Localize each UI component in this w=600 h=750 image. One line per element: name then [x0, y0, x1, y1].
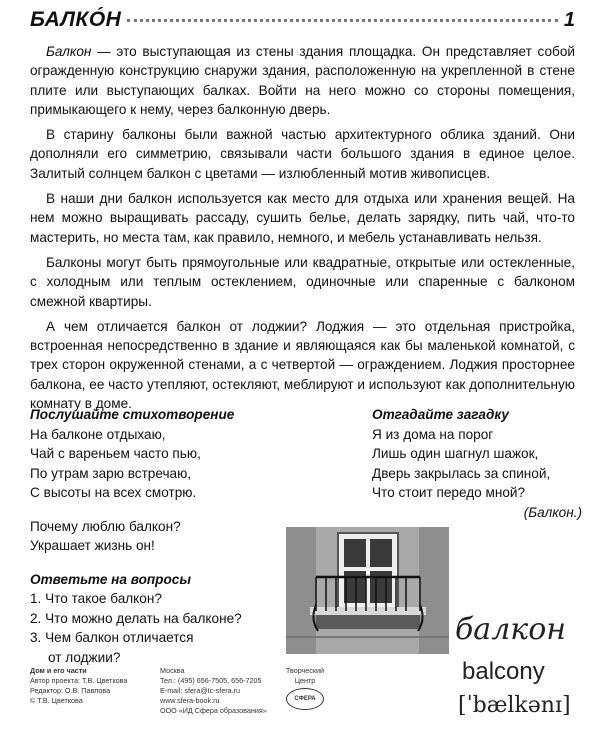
paragraph-4: Балконы могут быть прямоугольные или квадратные, открытые или остекленные, с холодным или теплым остеклением, одиночные или спаренные с балконом смежной квартиры.: [30, 254, 575, 309]
poem-line: По утрам зарю встречаю,: [30, 465, 192, 481]
left-column: [30, 405, 330, 667]
riddle-heading: Отгадайте загадку: [372, 407, 509, 422]
footer-city: Москва: [160, 666, 185, 675]
riddle-line: Я из дома на порог: [372, 426, 494, 442]
question-item: 2. Что можно делать на балконе?: [30, 610, 242, 626]
riddle-line: Дверь закрылась за спиной,: [372, 465, 551, 481]
word-handwritten: балкон: [455, 612, 567, 647]
footer-copyright: © Т.В. Цветкова: [30, 696, 83, 705]
footer-series: Дом и его части: [30, 666, 87, 675]
article-body: [30, 42, 575, 413]
defined-term: Балкон: [46, 44, 92, 59]
riddle-line: Лишь один шагнул шажок,: [372, 446, 539, 461]
poem-line: Чай с вареньем часто пью,: [30, 446, 201, 461]
page-number: 1: [563, 9, 575, 31]
riddle-answer: (Балкон.): [523, 504, 582, 520]
poem-extra-line: Почему люблю балкон?: [30, 518, 181, 534]
right-column: [372, 405, 582, 522]
logo-caption: Творческий Центр: [285, 666, 325, 685]
page-header: [30, 8, 575, 38]
paragraph-1-text: — это выступающая из стены здания площадка. Он представляет собой огражденную конструкцию снаружи здания, расположенную на укрепленной в стене плите или выступающих балках. Войти на него можно со стороны помещения, примыкающего к нему, через балконную дверь.: [30, 44, 575, 117]
paragraph-3: В наши дни балкон используется как место для отдыха или хранения вещей. На нем можно выращивать рассаду, сушить белье, делать зарядку, пить чай, что-то мастерить, но места там, как правило, немного, и мебель устанавливать нельзя.: [30, 191, 575, 245]
question-item: от лоджии?: [48, 649, 121, 665]
riddle-line: Что стоит передо мной?: [372, 485, 526, 500]
logo-mark: СФЕРА: [286, 688, 324, 710]
paragraph-1: [30, 42, 575, 119]
poem-heading: Послушайте стихотворение: [30, 407, 235, 422]
word-english: balcony: [462, 658, 545, 685]
footer-company: ООО «ИД Сфера образования»: [160, 706, 267, 715]
balcony-illustration: [286, 527, 449, 654]
question-item: 3. Чем балкон отличается: [30, 630, 194, 645]
word-transcription: [ˈbælkənɪ]: [458, 693, 571, 718]
balcony-photo: [286, 527, 449, 654]
dotted-leader: [127, 19, 558, 22]
question-item: 1. Что такое балкон?: [30, 591, 162, 606]
poem-extra-line: Украшает жизнь он!: [30, 538, 155, 553]
page-title: БАЛКÓН: [30, 8, 122, 31]
poem-line: На балконе отдыхаю,: [30, 426, 166, 442]
footer-website: www.sfera-book.ru: [160, 696, 220, 705]
footer-contacts: [160, 666, 290, 716]
footer-phone: Тел.: (495) 656-7505, 656-7205: [160, 676, 262, 685]
poem-line: С высоты на всех смотрю.: [30, 485, 197, 500]
footer-credits: [30, 666, 155, 706]
questions-heading: Ответьте на вопросы: [30, 571, 191, 587]
footer-author: Автор проекта: Т.В. Цветкова: [30, 676, 128, 685]
publisher-logo: [275, 666, 335, 710]
footer-email: E-mail: sfera@tc-sfera.ru: [160, 686, 240, 695]
paragraph-5: А чем отличается балкон от лоджии? Лоджия — это отдельная пристройка, встроенная непосредственно в здание и являющаяся как бы маленькой комнатой, с трех сторон окруженной стенами, а с четвертой — ограждением. Лоджия просторнее балкона, ее часто утепляют, остекляют, меблируют и используют как дополнительную комнату в доме.: [30, 318, 575, 412]
paragraph-2: В старину балконы были важной частью архитектурного облика зданий. Они дополняли его симметрию, связывали части большого здания в единое целое. Залитый солнцем балкон с цветами — излюбленный мотив живописцев.: [30, 127, 575, 181]
footer-editor: Редактор: О.В. Павлова: [30, 686, 111, 695]
